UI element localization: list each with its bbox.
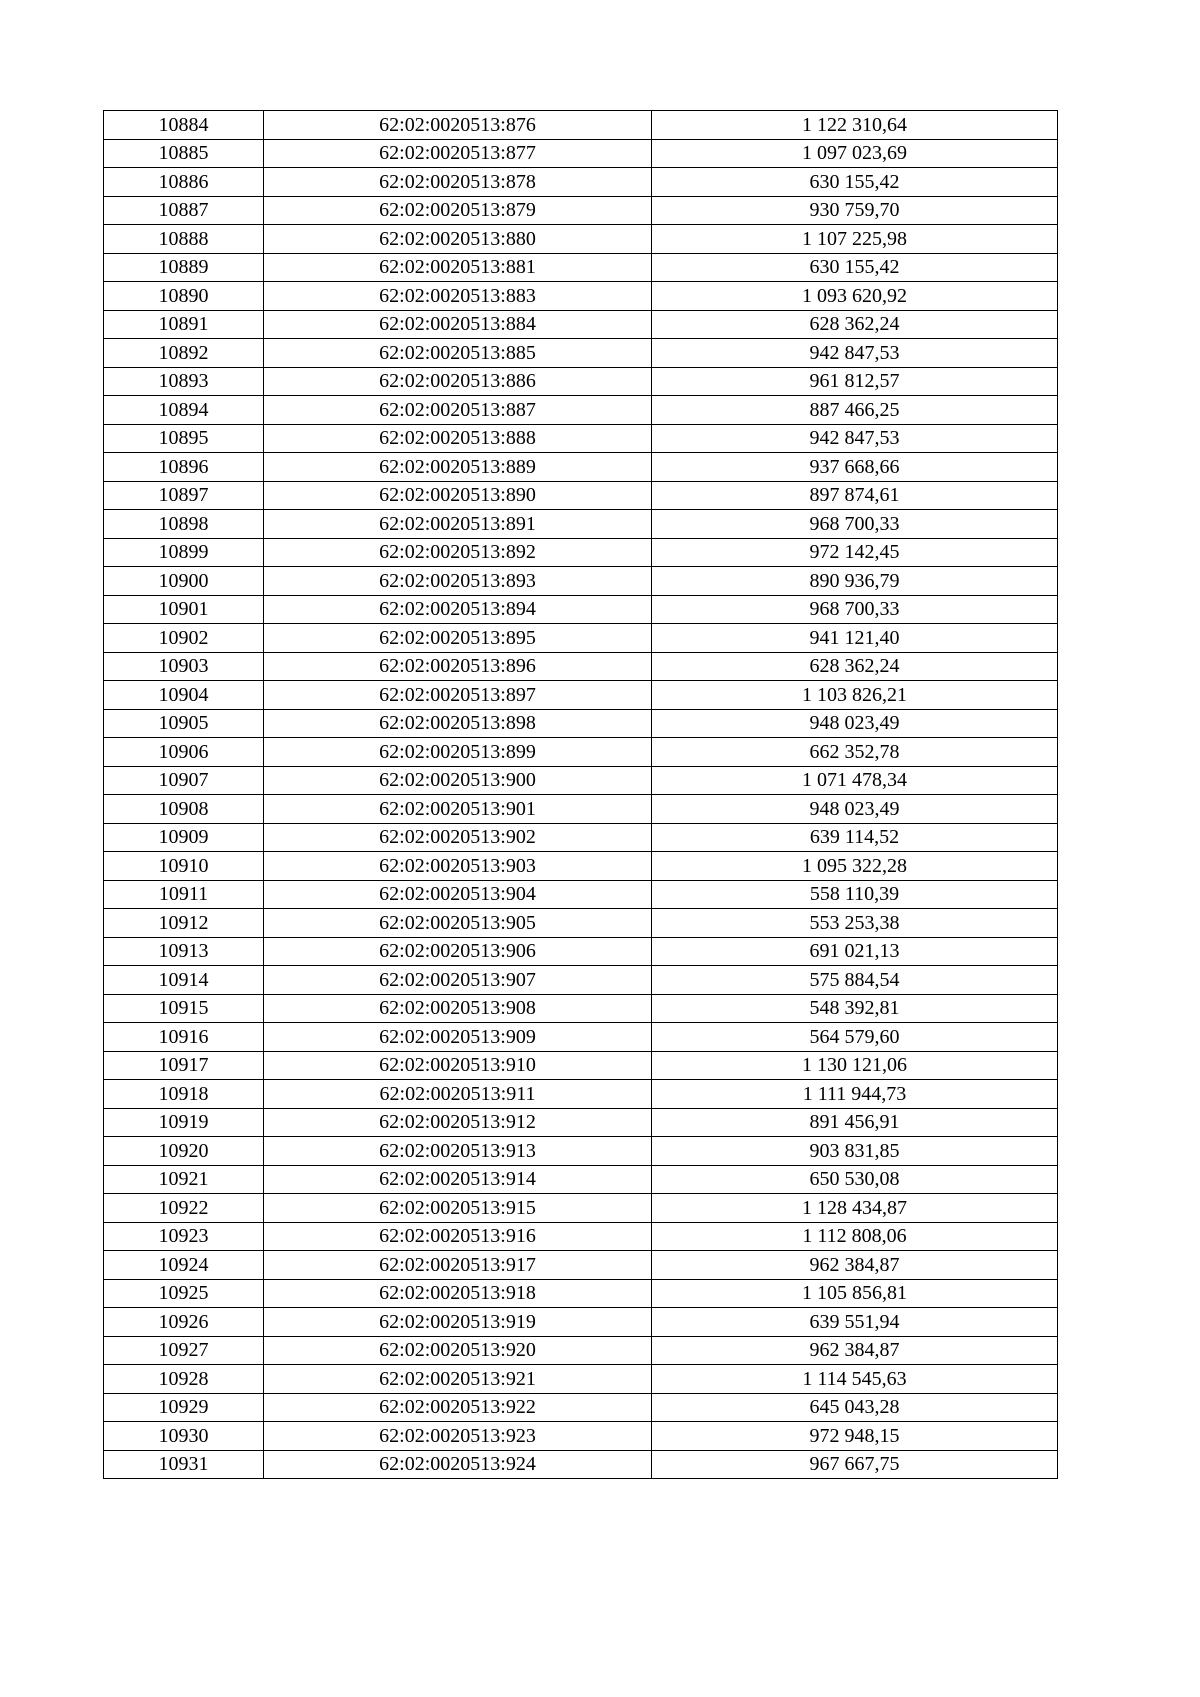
row-number-cell: 10906 bbox=[104, 738, 264, 767]
cadastral-number-cell: 62:02:0020513:907 bbox=[264, 966, 652, 995]
row-number-cell: 10931 bbox=[104, 1450, 264, 1479]
cadastral-number-cell: 62:02:0020513:921 bbox=[264, 1365, 652, 1394]
table-row bbox=[104, 994, 1058, 1023]
cadastral-value-cell: 890 936,79 bbox=[652, 567, 1058, 596]
cadastral-value-cell: 1 128 434,87 bbox=[652, 1194, 1058, 1223]
table-row bbox=[104, 1393, 1058, 1422]
cadastral-number-cell: 62:02:0020513:908 bbox=[264, 994, 652, 1023]
table-row bbox=[104, 253, 1058, 282]
row-number-cell: 10888 bbox=[104, 225, 264, 254]
row-number-cell: 10917 bbox=[104, 1051, 264, 1080]
cadastral-number-cell: 62:02:0020513:881 bbox=[264, 253, 652, 282]
table-row bbox=[104, 111, 1058, 140]
cadastral-number-cell: 62:02:0020513:924 bbox=[264, 1450, 652, 1479]
table-row bbox=[104, 1308, 1058, 1337]
cadastral-value-cell: 897 874,61 bbox=[652, 481, 1058, 510]
cadastral-number-cell: 62:02:0020513:922 bbox=[264, 1393, 652, 1422]
row-number-cell: 10919 bbox=[104, 1108, 264, 1137]
cadastral-value-cell: 1 114 545,63 bbox=[652, 1365, 1058, 1394]
cadastral-number-cell: 62:02:0020513:902 bbox=[264, 823, 652, 852]
table-row bbox=[104, 595, 1058, 624]
row-number-cell: 10885 bbox=[104, 139, 264, 168]
cadastral-value-cell: 1 112 808,06 bbox=[652, 1222, 1058, 1251]
table-row bbox=[104, 510, 1058, 539]
cadastral-number-cell: 62:02:0020513:901 bbox=[264, 795, 652, 824]
cadastral-number-cell: 62:02:0020513:912 bbox=[264, 1108, 652, 1137]
cadastral-value-cell: 575 884,54 bbox=[652, 966, 1058, 995]
row-number-cell: 10894 bbox=[104, 396, 264, 425]
table-row bbox=[104, 1222, 1058, 1251]
row-number-cell: 10920 bbox=[104, 1137, 264, 1166]
table-row bbox=[104, 766, 1058, 795]
cadastral-value-cell: 639 551,94 bbox=[652, 1308, 1058, 1337]
cadastral-value-cell: 887 466,25 bbox=[652, 396, 1058, 425]
cadastral-value-cell: 1 103 826,21 bbox=[652, 681, 1058, 710]
table-row bbox=[104, 1365, 1058, 1394]
row-number-cell: 10903 bbox=[104, 652, 264, 681]
table-row bbox=[104, 396, 1058, 425]
table-row bbox=[104, 310, 1058, 339]
cadastral-value-cell: 650 530,08 bbox=[652, 1165, 1058, 1194]
table-row bbox=[104, 367, 1058, 396]
table-row bbox=[104, 1137, 1058, 1166]
table-row bbox=[104, 1279, 1058, 1308]
cadastral-number-cell: 62:02:0020513:909 bbox=[264, 1023, 652, 1052]
cadastral-number-cell: 62:02:0020513:879 bbox=[264, 196, 652, 225]
table-row bbox=[104, 937, 1058, 966]
cadastral-number-cell: 62:02:0020513:920 bbox=[264, 1336, 652, 1365]
cadastral-number-cell: 62:02:0020513:896 bbox=[264, 652, 652, 681]
row-number-cell: 10922 bbox=[104, 1194, 264, 1223]
cadastral-number-cell: 62:02:0020513:899 bbox=[264, 738, 652, 767]
row-number-cell: 10925 bbox=[104, 1279, 264, 1308]
cadastral-number-cell: 62:02:0020513:877 bbox=[264, 139, 652, 168]
table-row bbox=[104, 282, 1058, 311]
row-number-cell: 10902 bbox=[104, 624, 264, 653]
cadastral-number-cell: 62:02:0020513:898 bbox=[264, 709, 652, 738]
table-row bbox=[104, 1194, 1058, 1223]
row-number-cell: 10924 bbox=[104, 1251, 264, 1280]
cadastral-value-cell: 1 107 225,98 bbox=[652, 225, 1058, 254]
cadastral-value-cell: 962 384,87 bbox=[652, 1336, 1058, 1365]
cadastral-value-cell: 630 155,42 bbox=[652, 168, 1058, 197]
row-number-cell: 10901 bbox=[104, 595, 264, 624]
cadastral-number-cell: 62:02:0020513:892 bbox=[264, 538, 652, 567]
row-number-cell: 10904 bbox=[104, 681, 264, 710]
cadastral-value-cell: 948 023,49 bbox=[652, 795, 1058, 824]
table-row bbox=[104, 909, 1058, 938]
row-number-cell: 10926 bbox=[104, 1308, 264, 1337]
cadastral-number-cell: 62:02:0020513:913 bbox=[264, 1137, 652, 1166]
table-row bbox=[104, 795, 1058, 824]
cadastral-value-cell: 967 667,75 bbox=[652, 1450, 1058, 1479]
row-number-cell: 10900 bbox=[104, 567, 264, 596]
row-number-cell: 10909 bbox=[104, 823, 264, 852]
table-row bbox=[104, 624, 1058, 653]
cadastral-value-cell: 948 023,49 bbox=[652, 709, 1058, 738]
table-row bbox=[104, 1051, 1058, 1080]
cadastral-number-cell: 62:02:0020513:886 bbox=[264, 367, 652, 396]
cadastral-number-cell: 62:02:0020513:917 bbox=[264, 1251, 652, 1280]
cadastral-value-cell: 942 847,53 bbox=[652, 339, 1058, 368]
cadastral-value-cell: 968 700,33 bbox=[652, 595, 1058, 624]
cadastral-value-cell: 962 384,87 bbox=[652, 1251, 1058, 1280]
cadastral-value-cell: 630 155,42 bbox=[652, 253, 1058, 282]
cadastral-number-cell: 62:02:0020513:903 bbox=[264, 852, 652, 881]
cadastral-number-cell: 62:02:0020513:911 bbox=[264, 1080, 652, 1109]
cadastral-number-cell: 62:02:0020513:905 bbox=[264, 909, 652, 938]
table-row bbox=[104, 652, 1058, 681]
cadastral-number-cell: 62:02:0020513:919 bbox=[264, 1308, 652, 1337]
table-row bbox=[104, 1108, 1058, 1137]
cadastral-number-cell: 62:02:0020513:910 bbox=[264, 1051, 652, 1080]
cadastral-number-cell: 62:02:0020513:893 bbox=[264, 567, 652, 596]
row-number-cell: 10899 bbox=[104, 538, 264, 567]
cadastral-value-cell: 972 142,45 bbox=[652, 538, 1058, 567]
table-row bbox=[104, 966, 1058, 995]
row-number-cell: 10897 bbox=[104, 481, 264, 510]
table-row bbox=[104, 852, 1058, 881]
cadastral-number-cell: 62:02:0020513:894 bbox=[264, 595, 652, 624]
row-number-cell: 10916 bbox=[104, 1023, 264, 1052]
cadastral-value-cell: 1 105 856,81 bbox=[652, 1279, 1058, 1308]
cadastral-value-cell: 639 114,52 bbox=[652, 823, 1058, 852]
cadastral-value-cell: 961 812,57 bbox=[652, 367, 1058, 396]
cadastral-number-cell: 62:02:0020513:900 bbox=[264, 766, 652, 795]
table-row bbox=[104, 1080, 1058, 1109]
cadastral-number-cell: 62:02:0020513:891 bbox=[264, 510, 652, 539]
row-number-cell: 10921 bbox=[104, 1165, 264, 1194]
table-row bbox=[104, 481, 1058, 510]
row-number-cell: 10892 bbox=[104, 339, 264, 368]
table-row bbox=[104, 453, 1058, 482]
cadastral-number-cell: 62:02:0020513:885 bbox=[264, 339, 652, 368]
row-number-cell: 10912 bbox=[104, 909, 264, 938]
cadastral-number-cell: 62:02:0020513:888 bbox=[264, 424, 652, 453]
cadastral-number-cell: 62:02:0020513:890 bbox=[264, 481, 652, 510]
row-number-cell: 10918 bbox=[104, 1080, 264, 1109]
row-number-cell: 10898 bbox=[104, 510, 264, 539]
table-row bbox=[104, 738, 1058, 767]
cadastral-number-cell: 62:02:0020513:915 bbox=[264, 1194, 652, 1223]
cadastral-number-cell: 62:02:0020513:883 bbox=[264, 282, 652, 311]
row-number-cell: 10908 bbox=[104, 795, 264, 824]
table-row bbox=[104, 567, 1058, 596]
cadastral-value-cell: 1 095 322,28 bbox=[652, 852, 1058, 881]
row-number-cell: 10930 bbox=[104, 1422, 264, 1451]
table-row bbox=[104, 1251, 1058, 1280]
row-number-cell: 10886 bbox=[104, 168, 264, 197]
table-row bbox=[104, 1165, 1058, 1194]
row-number-cell: 10928 bbox=[104, 1365, 264, 1394]
cadastral-number-cell: 62:02:0020513:897 bbox=[264, 681, 652, 710]
cadastral-value-cell: 1 122 310,64 bbox=[652, 111, 1058, 140]
cadastral-value-cell: 1 071 478,34 bbox=[652, 766, 1058, 795]
cadastral-value-cell: 903 831,85 bbox=[652, 1137, 1058, 1166]
cadastral-value-cell: 1 093 620,92 bbox=[652, 282, 1058, 311]
row-number-cell: 10911 bbox=[104, 880, 264, 909]
row-number-cell: 10895 bbox=[104, 424, 264, 453]
table-row bbox=[104, 1336, 1058, 1365]
cadastral-value-cell: 891 456,91 bbox=[652, 1108, 1058, 1137]
cadastral-value-table bbox=[103, 110, 1058, 1479]
cadastral-value-cell: 941 121,40 bbox=[652, 624, 1058, 653]
row-number-cell: 10927 bbox=[104, 1336, 264, 1365]
row-number-cell: 10923 bbox=[104, 1222, 264, 1251]
table-row bbox=[104, 424, 1058, 453]
cadastral-number-cell: 62:02:0020513:895 bbox=[264, 624, 652, 653]
cadastral-number-cell: 62:02:0020513:904 bbox=[264, 880, 652, 909]
cadastral-number-cell: 62:02:0020513:880 bbox=[264, 225, 652, 254]
cadastral-value-cell: 553 253,38 bbox=[652, 909, 1058, 938]
cadastral-value-cell: 930 759,70 bbox=[652, 196, 1058, 225]
table-body bbox=[104, 111, 1058, 1479]
row-number-cell: 10913 bbox=[104, 937, 264, 966]
cadastral-value-cell: 1 097 023,69 bbox=[652, 139, 1058, 168]
table-row bbox=[104, 339, 1058, 368]
cadastral-number-cell: 62:02:0020513:906 bbox=[264, 937, 652, 966]
table-row bbox=[104, 880, 1058, 909]
cadastral-value-cell: 548 392,81 bbox=[652, 994, 1058, 1023]
cadastral-value-cell: 972 948,15 bbox=[652, 1422, 1058, 1451]
row-number-cell: 10887 bbox=[104, 196, 264, 225]
row-number-cell: 10910 bbox=[104, 852, 264, 881]
cadastral-value-cell: 968 700,33 bbox=[652, 510, 1058, 539]
cadastral-number-cell: 62:02:0020513:876 bbox=[264, 111, 652, 140]
cadastral-value-cell: 1 130 121,06 bbox=[652, 1051, 1058, 1080]
cadastral-number-cell: 62:02:0020513:916 bbox=[264, 1222, 652, 1251]
table-row bbox=[104, 139, 1058, 168]
cadastral-value-cell: 558 110,39 bbox=[652, 880, 1058, 909]
cadastral-number-cell: 62:02:0020513:923 bbox=[264, 1422, 652, 1451]
table-row bbox=[104, 196, 1058, 225]
row-number-cell: 10929 bbox=[104, 1393, 264, 1422]
cadastral-number-cell: 62:02:0020513:878 bbox=[264, 168, 652, 197]
row-number-cell: 10893 bbox=[104, 367, 264, 396]
row-number-cell: 10890 bbox=[104, 282, 264, 311]
row-number-cell: 10891 bbox=[104, 310, 264, 339]
cadastral-number-cell: 62:02:0020513:918 bbox=[264, 1279, 652, 1308]
table-row bbox=[104, 538, 1058, 567]
cadastral-value-cell: 1 111 944,73 bbox=[652, 1080, 1058, 1109]
cadastral-value-cell: 645 043,28 bbox=[652, 1393, 1058, 1422]
cadastral-value-cell: 942 847,53 bbox=[652, 424, 1058, 453]
cadastral-value-cell: 564 579,60 bbox=[652, 1023, 1058, 1052]
table-row bbox=[104, 823, 1058, 852]
cadastral-value-cell: 937 668,66 bbox=[652, 453, 1058, 482]
row-number-cell: 10896 bbox=[104, 453, 264, 482]
cadastral-number-cell: 62:02:0020513:889 bbox=[264, 453, 652, 482]
cadastral-value-cell: 662 352,78 bbox=[652, 738, 1058, 767]
cadastral-value-cell: 628 362,24 bbox=[652, 652, 1058, 681]
cadastral-number-cell: 62:02:0020513:887 bbox=[264, 396, 652, 425]
table-row bbox=[104, 681, 1058, 710]
table-row bbox=[104, 1450, 1058, 1479]
cadastral-value-cell: 691 021,13 bbox=[652, 937, 1058, 966]
table-row bbox=[104, 168, 1058, 197]
table-row bbox=[104, 709, 1058, 738]
cadastral-value-cell: 628 362,24 bbox=[652, 310, 1058, 339]
row-number-cell: 10884 bbox=[104, 111, 264, 140]
row-number-cell: 10915 bbox=[104, 994, 264, 1023]
row-number-cell: 10905 bbox=[104, 709, 264, 738]
row-number-cell: 10914 bbox=[104, 966, 264, 995]
row-number-cell: 10889 bbox=[104, 253, 264, 282]
table-row bbox=[104, 225, 1058, 254]
cadastral-number-cell: 62:02:0020513:914 bbox=[264, 1165, 652, 1194]
row-number-cell: 10907 bbox=[104, 766, 264, 795]
cadastral-number-cell: 62:02:0020513:884 bbox=[264, 310, 652, 339]
table-row bbox=[104, 1422, 1058, 1451]
table-row bbox=[104, 1023, 1058, 1052]
